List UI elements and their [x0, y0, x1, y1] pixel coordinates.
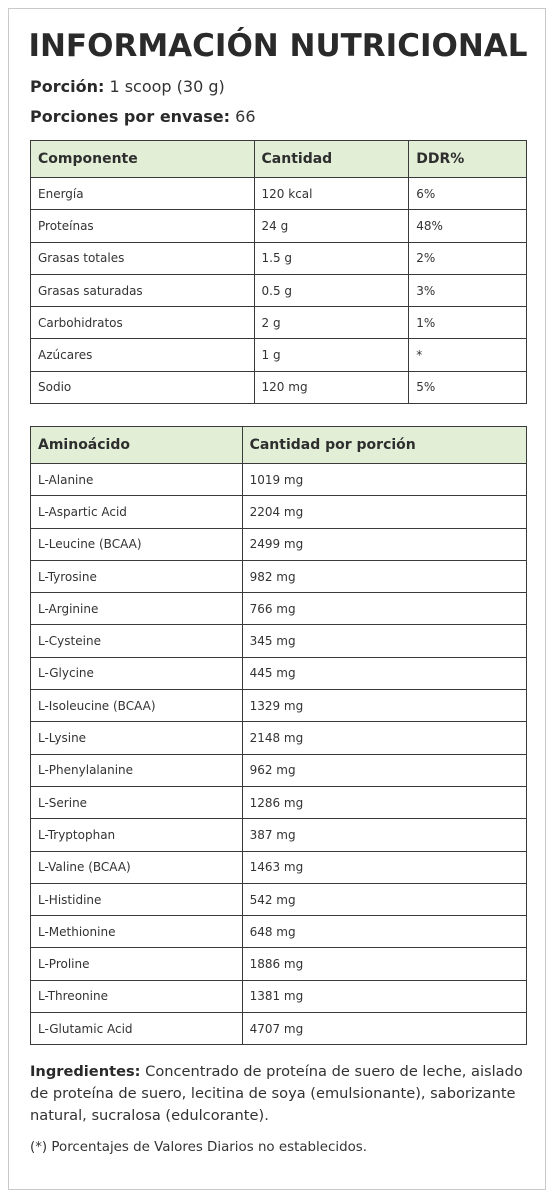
table-row	[31, 851, 527, 883]
table-row	[31, 948, 527, 980]
table-cell: 120 kcal	[254, 178, 409, 210]
table-cell: L-Isoleucine (BCAA)	[31, 690, 243, 722]
table-row	[31, 210, 527, 242]
table-cell: 3%	[409, 274, 527, 306]
table-cell: 2148 mg	[242, 722, 526, 754]
table-header-row	[31, 427, 527, 464]
table-cell: 2%	[409, 242, 527, 274]
ingredients-list: Concentrado de proteína de suero de leche, aislado de proteína de suero, lecitina de soya (emulsionante), saborizante natural, sucralosa (edulcorante).	[30, 1063, 523, 1124]
table-row	[31, 242, 527, 274]
table-cell: L-Threonine	[31, 980, 243, 1012]
table-row	[31, 464, 527, 496]
serving-size-label: Porción:	[30, 77, 105, 96]
amino-acid-table	[30, 426, 527, 1045]
table-cell: Grasas saturadas	[31, 274, 255, 306]
table-cell: 4707 mg	[242, 1013, 526, 1045]
table-cell: L-Tryptophan	[31, 819, 243, 851]
table-cell: Azúcares	[31, 339, 255, 371]
table-cell: 1.5 g	[254, 242, 409, 274]
table-cell: 648 mg	[242, 916, 526, 948]
table-row	[31, 1013, 527, 1045]
table-cell: 1463 mg	[242, 851, 526, 883]
footnote: (*) Porcentajes de Valores Diarios no establecidos.	[30, 1140, 368, 1155]
table-row	[31, 274, 527, 306]
table-cell: 120 mg	[254, 371, 409, 403]
table-row	[31, 496, 527, 528]
table-row	[31, 722, 527, 754]
table-cell: L-Glutamic Acid	[31, 1013, 243, 1045]
table-cell: L-Tyrosine	[31, 560, 243, 592]
table-cell: 6%	[409, 178, 527, 210]
table-cell: 48%	[409, 210, 527, 242]
table-cell: 542 mg	[242, 883, 526, 915]
table-cell: L-Histidine	[31, 883, 243, 915]
table-cell: L-Phenylalanine	[31, 754, 243, 786]
page-title: INFORMACIÓN NUTRICIONAL	[28, 28, 528, 64]
table-row	[31, 754, 527, 786]
table-cell: 2204 mg	[242, 496, 526, 528]
table-cell: Energía	[31, 178, 255, 210]
table-cell: 1%	[409, 307, 527, 339]
table-row	[31, 339, 527, 371]
nutrition-table	[30, 140, 527, 404]
table-cell: L-Arginine	[31, 593, 243, 625]
column-header: Aminoácido	[31, 427, 243, 464]
table-cell: Grasas totales	[31, 242, 255, 274]
table-row	[31, 980, 527, 1012]
servings-per-container-value: 66	[235, 107, 256, 126]
table-cell: L-Valine (BCAA)	[31, 851, 243, 883]
table-cell: L-Serine	[31, 786, 243, 818]
ingredients-text	[30, 1061, 530, 1127]
table-cell: 0.5 g	[254, 274, 409, 306]
table-row	[31, 307, 527, 339]
table-row	[31, 371, 527, 403]
serving-size	[30, 77, 225, 96]
table-row	[31, 690, 527, 722]
table-cell: L-Lysine	[31, 722, 243, 754]
table-cell: 1381 mg	[242, 980, 526, 1012]
table-cell: 1019 mg	[242, 464, 526, 496]
table-row	[31, 786, 527, 818]
table-cell: L-Proline	[31, 948, 243, 980]
table-row	[31, 657, 527, 689]
table-cell: Proteínas	[31, 210, 255, 242]
table-row	[31, 916, 527, 948]
table-cell: L-Leucine (BCAA)	[31, 528, 243, 560]
table-cell: 766 mg	[242, 593, 526, 625]
table-cell: 445 mg	[242, 657, 526, 689]
table-row	[31, 819, 527, 851]
table-cell: Sodio	[31, 371, 255, 403]
table-cell: 2 g	[254, 307, 409, 339]
table-row	[31, 528, 527, 560]
serving-size-value: 1 scoop (30 g)	[109, 77, 225, 96]
table-cell: 982 mg	[242, 560, 526, 592]
table-cell: L-Glycine	[31, 657, 243, 689]
servings-per-container-label: Porciones por envase:	[30, 107, 231, 126]
table-header-row	[31, 141, 527, 178]
table-cell: Carbohidratos	[31, 307, 255, 339]
table-cell: 1 g	[254, 339, 409, 371]
table-cell: 387 mg	[242, 819, 526, 851]
column-header: Cantidad por porción	[242, 427, 526, 464]
table-row	[31, 178, 527, 210]
table-cell: L-Alanine	[31, 464, 243, 496]
table-cell: *	[409, 339, 527, 371]
table-cell: 2499 mg	[242, 528, 526, 560]
table-cell: 24 g	[254, 210, 409, 242]
table-row	[31, 593, 527, 625]
table-cell: L-Cysteine	[31, 625, 243, 657]
table-cell: L-Methionine	[31, 916, 243, 948]
table-cell: 1286 mg	[242, 786, 526, 818]
table-cell: 5%	[409, 371, 527, 403]
table-cell: L-Aspartic Acid	[31, 496, 243, 528]
ingredients-label: Ingredientes:	[30, 1063, 141, 1080]
servings-per-container	[30, 107, 256, 126]
table-row	[31, 560, 527, 592]
table-cell: 962 mg	[242, 754, 526, 786]
table-cell: 1886 mg	[242, 948, 526, 980]
column-header: DDR%	[409, 141, 527, 178]
table-row	[31, 883, 527, 915]
table-row	[31, 625, 527, 657]
table-cell: 1329 mg	[242, 690, 526, 722]
table-cell: 345 mg	[242, 625, 526, 657]
column-header: Cantidad	[254, 141, 409, 178]
column-header: Componente	[31, 141, 255, 178]
